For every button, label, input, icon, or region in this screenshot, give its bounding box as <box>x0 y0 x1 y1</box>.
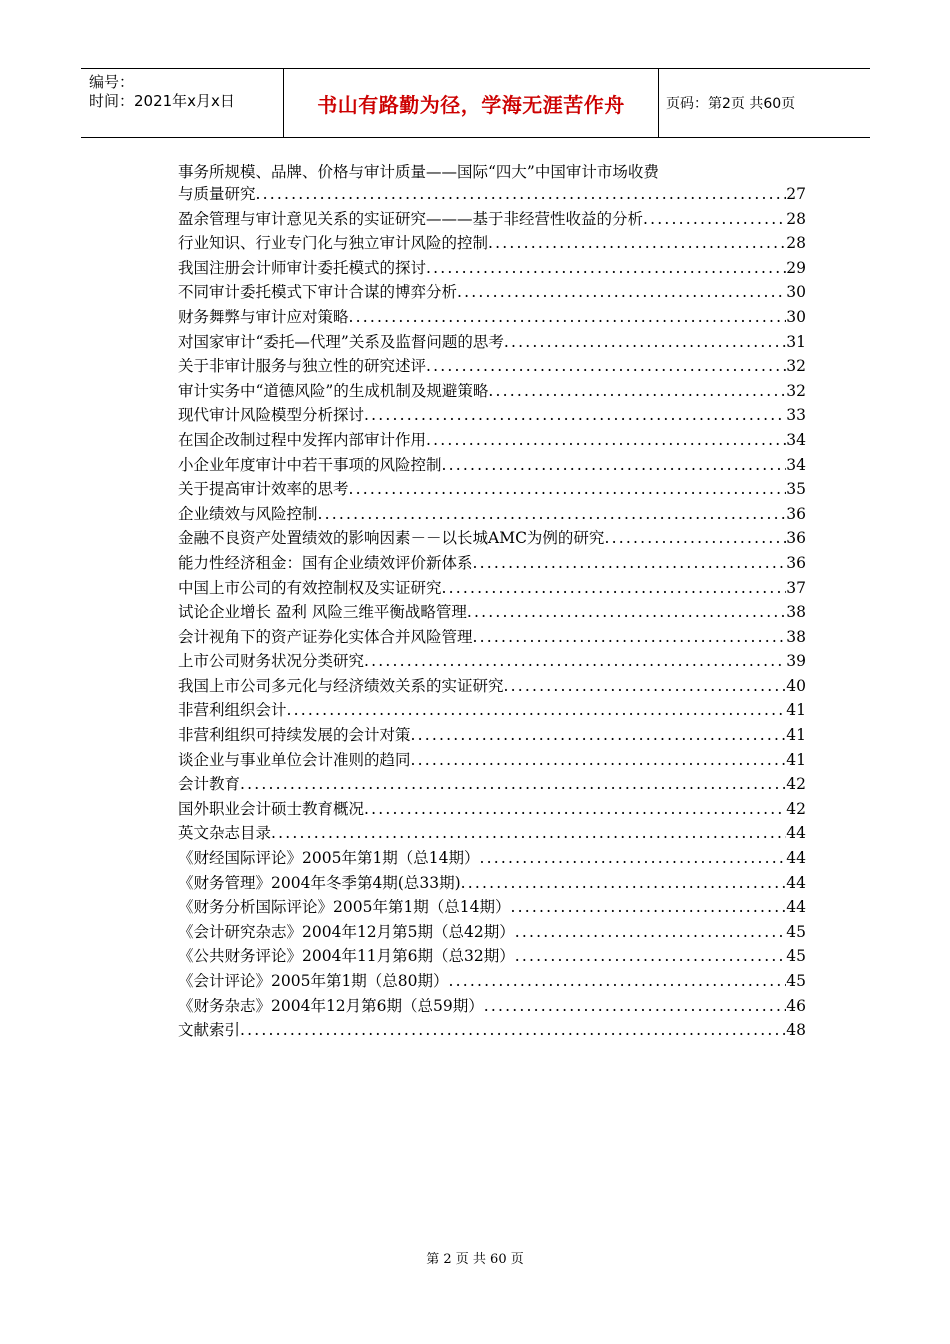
toc-entry-title: 《公共财务评论》2004年11月第6期（总32期） <box>178 947 515 966</box>
toc-entry-page: 41 <box>786 750 806 769</box>
toc-entry-page: 34 <box>786 455 806 474</box>
toc-entry[interactable] <box>178 674 806 699</box>
toc-entry-title: 能力性经济租金：国有企业绩效评价新体系 <box>178 553 473 572</box>
toc-entry-title: 企业绩效与风险控制 <box>178 504 318 523</box>
toc-entry-title: 国外职业会计硕士教育概况 <box>178 799 365 818</box>
toc-dot-leader <box>643 210 786 228</box>
toc-entry[interactable] <box>178 895 806 920</box>
toc-entry[interactable] <box>178 1018 806 1043</box>
toc-dot-leader <box>240 1021 786 1039</box>
toc-entry-title: 试论企业增长 盈利 风险三维平衡战略管理 <box>178 603 467 622</box>
toc-dot-leader <box>411 751 787 769</box>
toc-dot-leader <box>473 554 787 572</box>
toc-entry-page: 42 <box>786 775 806 794</box>
toc-entry-title: 在国企改制过程中发挥内部审计作用 <box>178 430 427 449</box>
toc-entry-page: 44 <box>786 824 806 843</box>
toc-entry-title: 财务舞弊与审计应对策略 <box>178 307 349 326</box>
toc-entry-page: 39 <box>786 652 806 671</box>
toc-entry-page: 41 <box>786 726 806 745</box>
toc-entry-title: 谈企业与事业单位会计准则的趋同 <box>178 750 411 769</box>
toc-dot-leader <box>240 775 786 793</box>
toc-entry[interactable] <box>178 846 806 871</box>
toc-entry[interactable] <box>178 698 806 723</box>
toc-entry-title: 事务所规模、品牌、价格与审计质量——国际“四大”中国审计市场收费 <box>178 163 659 181</box>
toc-entry-page: 27 <box>786 185 806 203</box>
toc-entry-title: 与质量研究 <box>178 185 256 203</box>
toc-dot-leader <box>271 824 786 842</box>
toc-dot-leader <box>480 849 787 867</box>
toc-entry-page: 40 <box>786 676 806 695</box>
toc-dot-leader <box>457 283 786 301</box>
toc-entry[interactable] <box>178 379 806 404</box>
toc-entry[interactable] <box>178 526 806 551</box>
toc-first-line <box>178 160 806 182</box>
toc-dot-leader <box>484 997 787 1015</box>
toc-entry-page: 44 <box>786 849 806 868</box>
toc-entry-page: 32 <box>786 381 806 400</box>
toc-entry-title: 我国注册会计师审计委托模式的探讨 <box>178 258 427 277</box>
toc-entry-title: 会计视角下的资产证券化实体合并风险管理 <box>178 627 473 646</box>
toc-entry-title: 《财务分析国际评论》2005年第1期（总14期） <box>178 898 511 917</box>
toc-dot-leader <box>467 603 786 621</box>
toc-entry-page: 32 <box>786 357 806 376</box>
toc-dot-leader <box>364 406 786 424</box>
toc-entry-page: 38 <box>786 603 806 622</box>
toc-entry-title: 审计实务中“道德风险”的生成机制及规避策略 <box>178 381 489 400</box>
toc-entry[interactable] <box>178 428 806 453</box>
toc-entry[interactable] <box>178 330 806 355</box>
toc-dot-leader <box>488 382 786 400</box>
toc-entry[interactable] <box>178 354 806 379</box>
header-motto: 书山有路勤为径，学海无涯苦作舟 <box>284 69 659 137</box>
toc-entry[interactable] <box>178 772 806 797</box>
toc-entry[interactable] <box>178 944 806 969</box>
toc-entry-title: 金融不良资产处置绩效的影响因素－－以长城AMC为例的研究 <box>178 529 605 548</box>
toc-dot-leader <box>461 874 787 892</box>
code-label: 编号： <box>89 73 135 91</box>
toc-entry-page: 45 <box>786 972 806 990</box>
toc-entry-page: 41 <box>786 701 806 720</box>
toc-entry-title: 《会计研究杂志》2004年12月第5期（总42期） <box>178 922 515 941</box>
toc-entry[interactable] <box>178 625 806 650</box>
page-footer: 第 2 页 共 60 页 <box>426 1252 524 1267</box>
header-page-info: 页码：第2页 共60页 <box>666 96 796 112</box>
toc-entry-page: 42 <box>786 799 806 818</box>
toc-dot-leader <box>426 431 786 449</box>
header-meta-cell <box>81 69 284 137</box>
toc-entry[interactable] <box>178 477 806 502</box>
toc-dot-leader <box>473 628 787 646</box>
toc-entry[interactable] <box>178 748 806 773</box>
toc-entry-page: 28 <box>786 234 806 253</box>
toc-entry[interactable] <box>178 871 806 896</box>
toc-entry[interactable] <box>178 551 806 576</box>
toc-entry[interactable] <box>178 256 806 281</box>
toc-entry-title: 中国上市公司的有效控制权及实证研究 <box>178 578 442 597</box>
toc-entry-title: 不同审计委托模式下审计合谋的博弈分析 <box>178 283 458 302</box>
toc-entry-page: 31 <box>786 332 806 351</box>
toc-entry-title: 《会计评论》2005年第1期（总80期） <box>178 972 449 990</box>
toc-entry-title: 行业知识、行业专门化与独立审计风险的控制 <box>178 234 489 253</box>
toc-entry-page: 28 <box>786 209 806 228</box>
toc-entry[interactable] <box>178 821 806 846</box>
toc-entry-page: 37 <box>786 578 806 597</box>
toc-entry-title: 《财经国际评论》2005年第1期（总14期） <box>178 849 480 868</box>
toc-entry-page: 36 <box>786 504 806 523</box>
toc-dot-leader <box>488 234 786 252</box>
toc-entry-title: 上市公司财务状况分类研究 <box>178 652 365 671</box>
toc-entry-page: 36 <box>786 553 806 572</box>
toc-entry[interactable] <box>178 403 806 428</box>
toc-dot-leader <box>449 972 787 990</box>
toc-entry[interactable] <box>178 600 806 625</box>
toc-dot-leader <box>504 333 786 351</box>
toc-entry-title: 关于提高审计效率的思考 <box>178 480 349 499</box>
toc-entry-page: 38 <box>786 627 806 646</box>
toc-entry[interactable] <box>178 305 806 330</box>
toc-entry[interactable] <box>178 182 806 207</box>
toc-entry-page: 44 <box>786 898 806 917</box>
toc-dot-leader <box>442 579 787 597</box>
toc-entry-title: 非营利组织可持续发展的会计对策 <box>178 726 411 745</box>
toc-entry-page: 30 <box>786 283 806 302</box>
toc-entry-title: 我国上市公司多元化与经济绩效关系的实证研究 <box>178 676 504 695</box>
toc-entry[interactable] <box>178 969 806 994</box>
toc-entry[interactable] <box>178 453 806 478</box>
toc-entry[interactable] <box>178 994 806 1019</box>
toc-dot-leader <box>349 480 787 498</box>
toc-entry-page: 45 <box>786 922 806 941</box>
toc-entry[interactable] <box>178 576 806 601</box>
toc-entry[interactable] <box>178 723 806 748</box>
toc-dot-leader <box>256 185 787 203</box>
toc-entry-page: 35 <box>786 480 806 499</box>
toc-dot-leader <box>442 456 787 474</box>
toc-dot-leader <box>604 529 786 547</box>
toc-entry-page: 30 <box>786 307 806 326</box>
toc-entry-page: 48 <box>786 1021 806 1040</box>
toc-entry-page: 44 <box>786 873 806 892</box>
toc-dot-leader <box>504 677 787 695</box>
toc-entry-title: 关于非审计服务与独立性的研究述评 <box>178 357 427 376</box>
toc-entry-page: 33 <box>786 406 806 425</box>
toc-entry-title: 英文杂志目录 <box>178 824 272 843</box>
toc-entry-page: 46 <box>786 996 806 1015</box>
page-header <box>81 68 870 138</box>
toc-entry[interactable] <box>178 502 806 527</box>
toc-entry[interactable] <box>178 649 806 674</box>
toc-entry[interactable] <box>178 280 806 305</box>
toc-entry-title: 小企业年度审计中若干事项的风险控制 <box>178 455 442 474</box>
toc-entry-page: 45 <box>786 947 806 966</box>
toc-dot-leader <box>515 947 787 965</box>
toc-dot-leader <box>515 923 787 941</box>
toc-entry[interactable] <box>178 207 806 232</box>
toc-dot-leader <box>426 259 786 277</box>
toc-dot-leader <box>511 898 787 916</box>
toc-entry[interactable] <box>178 231 806 256</box>
toc-dot-leader <box>349 308 787 326</box>
time-label: 时间：2021年x月x日 <box>89 92 235 110</box>
toc-entry-title: 对国家审计“委托—代理”关系及监督问题的思考 <box>178 332 504 351</box>
toc-entry-title: 文献索引 <box>178 1021 241 1040</box>
toc-dot-leader <box>364 652 786 670</box>
toc-dot-leader <box>364 800 786 818</box>
toc-entry-title: 盈余管理与审计意见关系的实证研究———基于非经营性收益的分析 <box>178 209 644 228</box>
toc-entry-page: 34 <box>786 430 806 449</box>
toc-entry-page: 29 <box>786 258 806 277</box>
toc-dot-leader <box>426 357 786 375</box>
toc-entry[interactable] <box>178 920 806 945</box>
toc-dot-leader <box>318 505 787 523</box>
table-of-contents <box>178 160 806 1043</box>
toc-dot-leader <box>287 701 787 719</box>
toc-entry-title: 现代审计风险模型分析探讨 <box>178 406 365 425</box>
toc-entry-page: 36 <box>786 529 806 548</box>
toc-entry-title: 会计教育 <box>178 775 241 794</box>
toc-dot-leader <box>411 726 787 744</box>
toc-entry-title: 《财务杂志》2004年12月第6期（总59期） <box>178 996 484 1015</box>
toc-entry-title: 非营利组织会计 <box>178 701 287 720</box>
toc-entry-title: 《财务管理》2004年冬季第4期(总33期) <box>178 873 461 892</box>
toc-entry[interactable] <box>178 797 806 822</box>
